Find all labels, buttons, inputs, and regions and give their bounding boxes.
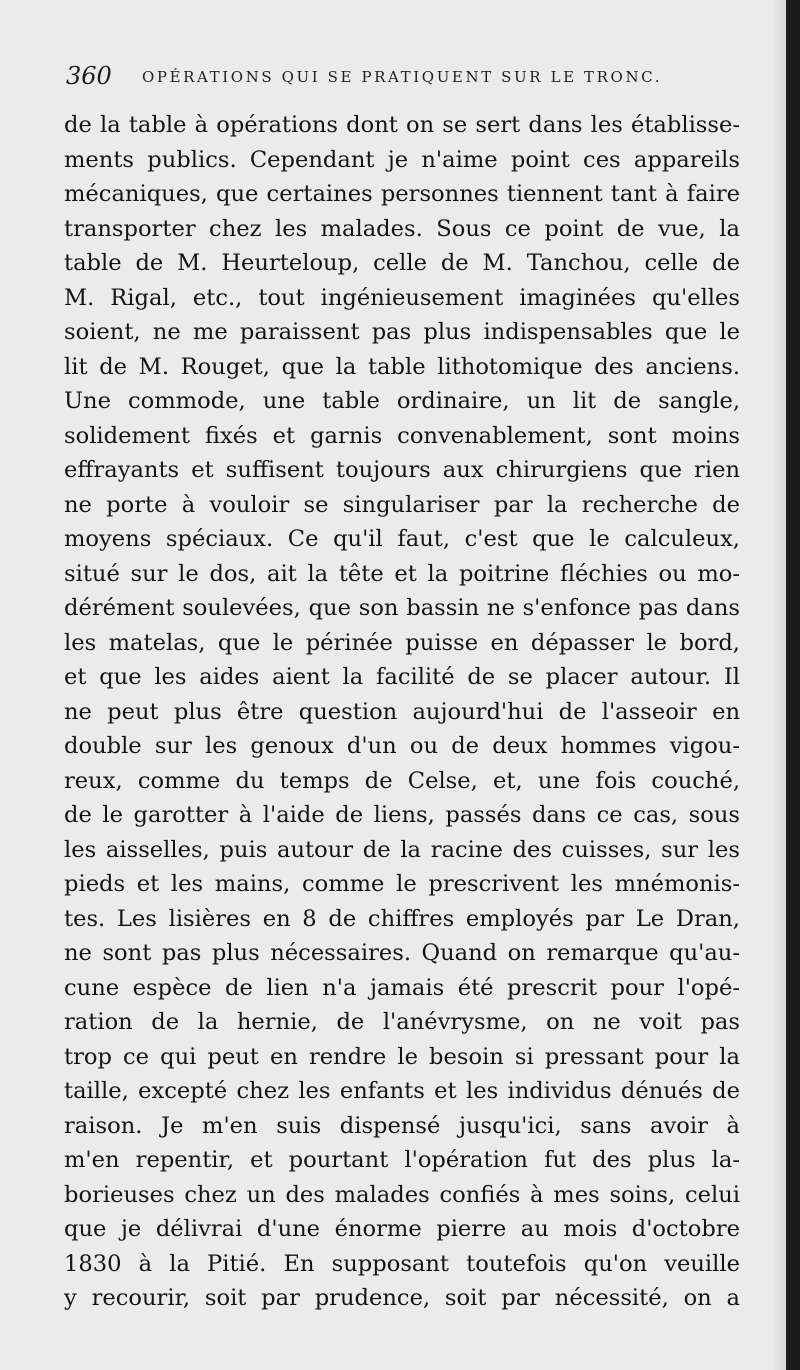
- text-line: ration de la hernie, de l'anévrysme, on ne voit pas: [64, 1009, 740, 1035]
- text-line: les aisselles, puis autour de la racine des cuisses, sur les: [64, 836, 740, 863]
- text-line: reux, comme du temps de Celse, et, une fois couché,: [64, 767, 740, 794]
- text-line: borieuses chez un des malades confiés à mes soins, celui: [64, 1181, 740, 1208]
- text-line: de le garotter à l'aide de liens, passés dans ce cas, sous: [64, 802, 740, 828]
- text-line: que je délivrai d'une énorme pierre au mois d'octobre: [64, 1216, 740, 1242]
- text-line: M. Rigal, etc., tout ingénieusement imaginées qu'elles: [64, 284, 740, 311]
- text-line: pieds et les mains, comme le prescrivent les mnémonis-: [64, 871, 740, 897]
- text-line: raison. Je m'en suis dispensé jusqu'ici, sans avoir à: [64, 1112, 740, 1139]
- text-line: ne porte à vouloir se singulariser par la recherche de: [64, 491, 740, 518]
- text-line: ments publics. Cependant je n'aime point ces appareils: [64, 146, 740, 173]
- text-line: lit de M. Rouget, que la table lithotomique des anciens.: [64, 353, 740, 380]
- text-line: 1830 à la Pitié. En supposant toutefois qu'on veuille: [64, 1250, 740, 1277]
- text-line: Une commode, une table ordinaire, un lit de sangle,: [64, 388, 740, 414]
- body-text: [64, 108, 740, 1316]
- text-line: solidement fixés et garnis convenablement, sont moins: [64, 422, 740, 449]
- text-line: dérément soulevées, que son bassin ne s'enfonce pas dans: [64, 595, 740, 621]
- text-line: m'en repentir, et pourtant l'opération fut des plus la-: [64, 1147, 740, 1173]
- text-line: effrayants et suffisent toujours aux chirurgiens que rien: [64, 457, 740, 483]
- text-line: taille, excepté chez les enfants et les individus dénués de: [64, 1078, 740, 1104]
- text-line: moyens spéciaux. Ce qu'il faut, c'est que le calculeux,: [64, 526, 740, 552]
- text-line: table de M. Heurteloup, celle de M. Tanchou, celle de: [64, 250, 740, 276]
- text-line: soient, ne me paraissent pas plus indispensables que le: [64, 319, 740, 345]
- text-line: de la table à opérations dont on se sert dans les établisse-: [64, 112, 740, 138]
- text-line: tes. Les lisières en 8 de chiffres employés par Le Dran,: [64, 905, 740, 932]
- text-line: cune espèce de lien n'a jamais été prescrit pour l'opé-: [64, 974, 740, 1001]
- text-line: ne peut plus être question aujourd'hui de l'asseoir en: [64, 698, 740, 725]
- text-line: y recourir, soit par prudence, soit par nécessité, on a: [64, 1285, 740, 1311]
- text-line: et que les aides aient la facilité de se placer autour. Il: [64, 664, 740, 690]
- page-header: [66, 62, 746, 92]
- text-line: situé sur le dos, ait la tête et la poitrine fléchies ou mo-: [64, 560, 740, 587]
- page-number: 360: [66, 62, 112, 90]
- text-line: trop ce qui peut en rendre le besoin si pressant pour la: [64, 1043, 740, 1070]
- text-line: mécaniques, que certaines personnes tiennent tant à faire: [64, 181, 740, 207]
- text-line: transporter chez les malades. Sous ce point de vue, la: [64, 215, 740, 242]
- running-head: OPÉRATIONS QUI SE PRATIQUENT SUR LE TRONC.: [142, 68, 663, 86]
- text-line: double sur les genoux d'un ou de deux hommes vigou-: [64, 733, 740, 759]
- text-line: ne sont pas plus nécessaires. Quand on remarque qu'au-: [64, 940, 740, 966]
- text-line: les matelas, que le périnée puisse en dépasser le bord,: [64, 629, 740, 656]
